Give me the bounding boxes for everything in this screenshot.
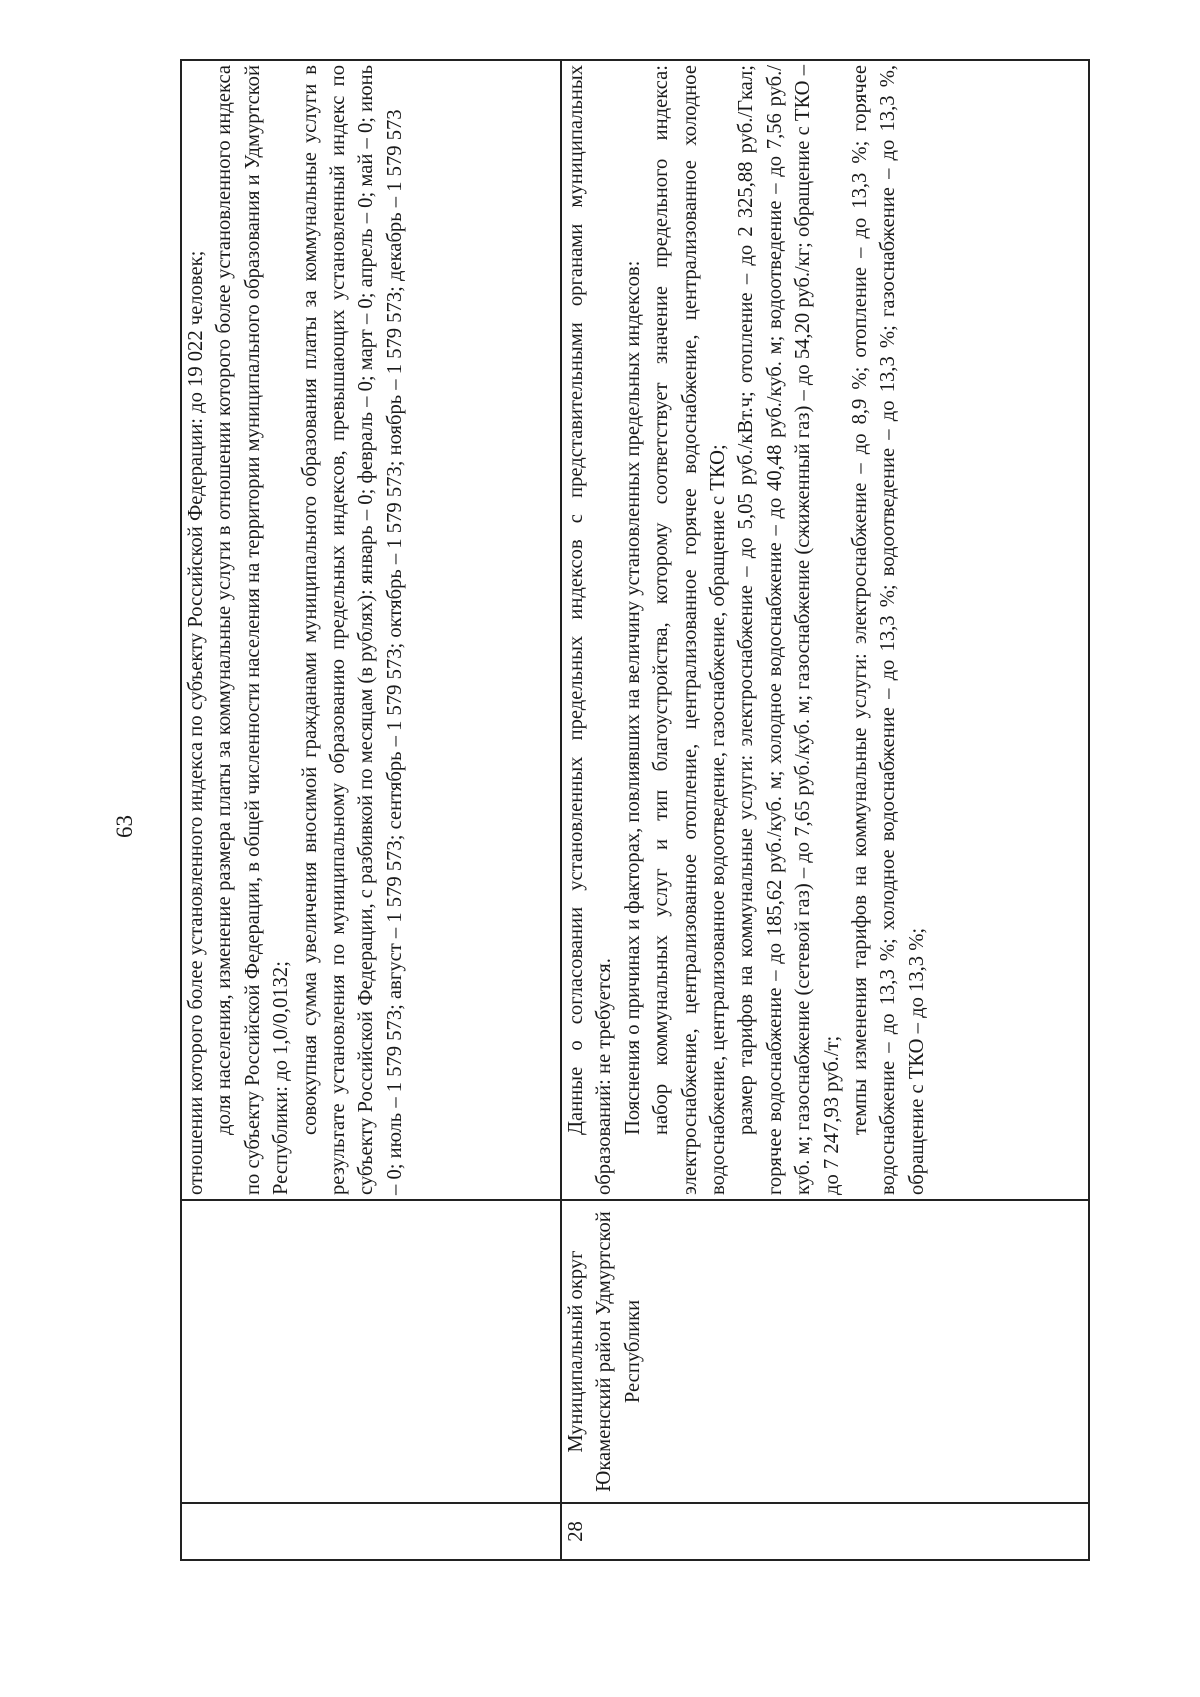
paragraph: совокупная сумма увеличения вносимой гражданами муниципального образования платы за коммунальные услуги в результате установления по муниципальному образованию предельных индексов, превышающих установленный индекс по субъекту Российской Федерации, с разбивкой по месяцам (в рублях): январь – 0; февраль – 0; март – 0; апрель – 0; май – 0; июнь – 0; июль – 1 579 573; август – 1 579 573; сентябрь – 1 579 573; октябрь – 1 579 573; ноябрь – 1 579 573; декабрь – 1 579 573	[298, 65, 406, 1195]
paragraph: Данные о согласовании установленных предельных индексов с представительными органами муниципальных образований: не требуется.	[565, 65, 616, 1195]
table-row	[561, 60, 1089, 1560]
description-cell	[181, 60, 561, 1200]
municipality-name-cell	[181, 1200, 561, 1503]
paragraph: Пояснения о причинах и факторах, повлиявших на величину установленных предельных индексов:	[621, 260, 644, 1135]
paragraph: отношении которого более установленного индекса по субъекту Российской Федерации: до 19 022 человек;	[185, 250, 207, 1195]
document-table	[180, 59, 1090, 1561]
paragraph: набор коммунальных услуг и тип благоустройства, которому соответствует значение предельного индекса: электроснабжение, централизованное отопление, централизованное горячее водоснабжение, централизованное холодное водоснабжение, централизованное водоотведение, газоснабжение, обращение с ТКО;	[650, 65, 730, 1195]
row-number-cell: 28	[561, 1503, 1089, 1560]
row-number-cell	[181, 1503, 561, 1560]
rotated-table-container	[180, 59, 1090, 1561]
paragraph: доля населения, изменение размера платы за коммунальные услуги в отношении которого более установленного индекса по субъекту Российской Федерации, в общей численности населения на территории муниципального образования и Удмуртской Республики: до 1,0/0,0132;	[213, 65, 293, 1195]
municipality-name-cell: Муниципальный округ Юкаменский район Удмуртской Республики	[561, 1200, 1089, 1503]
page-number: 63	[112, 815, 137, 838]
paragraph: темпы изменения тарифов на коммунальные услуги: электроснабжение – до 8,9 %; отопление – до 13,3 %; горячее водоснабжение – до 13,3 %; холодное водоснабжение – до 13,3 %; водоотведение – до 13,3 %; газоснабжение – до 13,3 %, обращение с ТКО – до 13,3 %;	[849, 65, 928, 1195]
paragraph: размер тарифов на коммунальные услуги: электроснабжение – до 5,05 руб./кВт.ч; отопление – до 2 325,88 руб./Гкал; горячее водоснабжение – до 185,62 руб./куб. м; холодное водоснабжение – до 40,48 руб./куб. м; водоотведение – до 7,56 руб./куб. м; газоснабжение (сетевой газ) – до 7,65 руб./куб. м; газоснабжение (сжиженный газ) – до 54,20 руб./кг; обращение с ТКО – до 7 247,93 руб./т;	[735, 65, 843, 1195]
table-row	[181, 60, 561, 1560]
description-cell	[561, 60, 1089, 1200]
